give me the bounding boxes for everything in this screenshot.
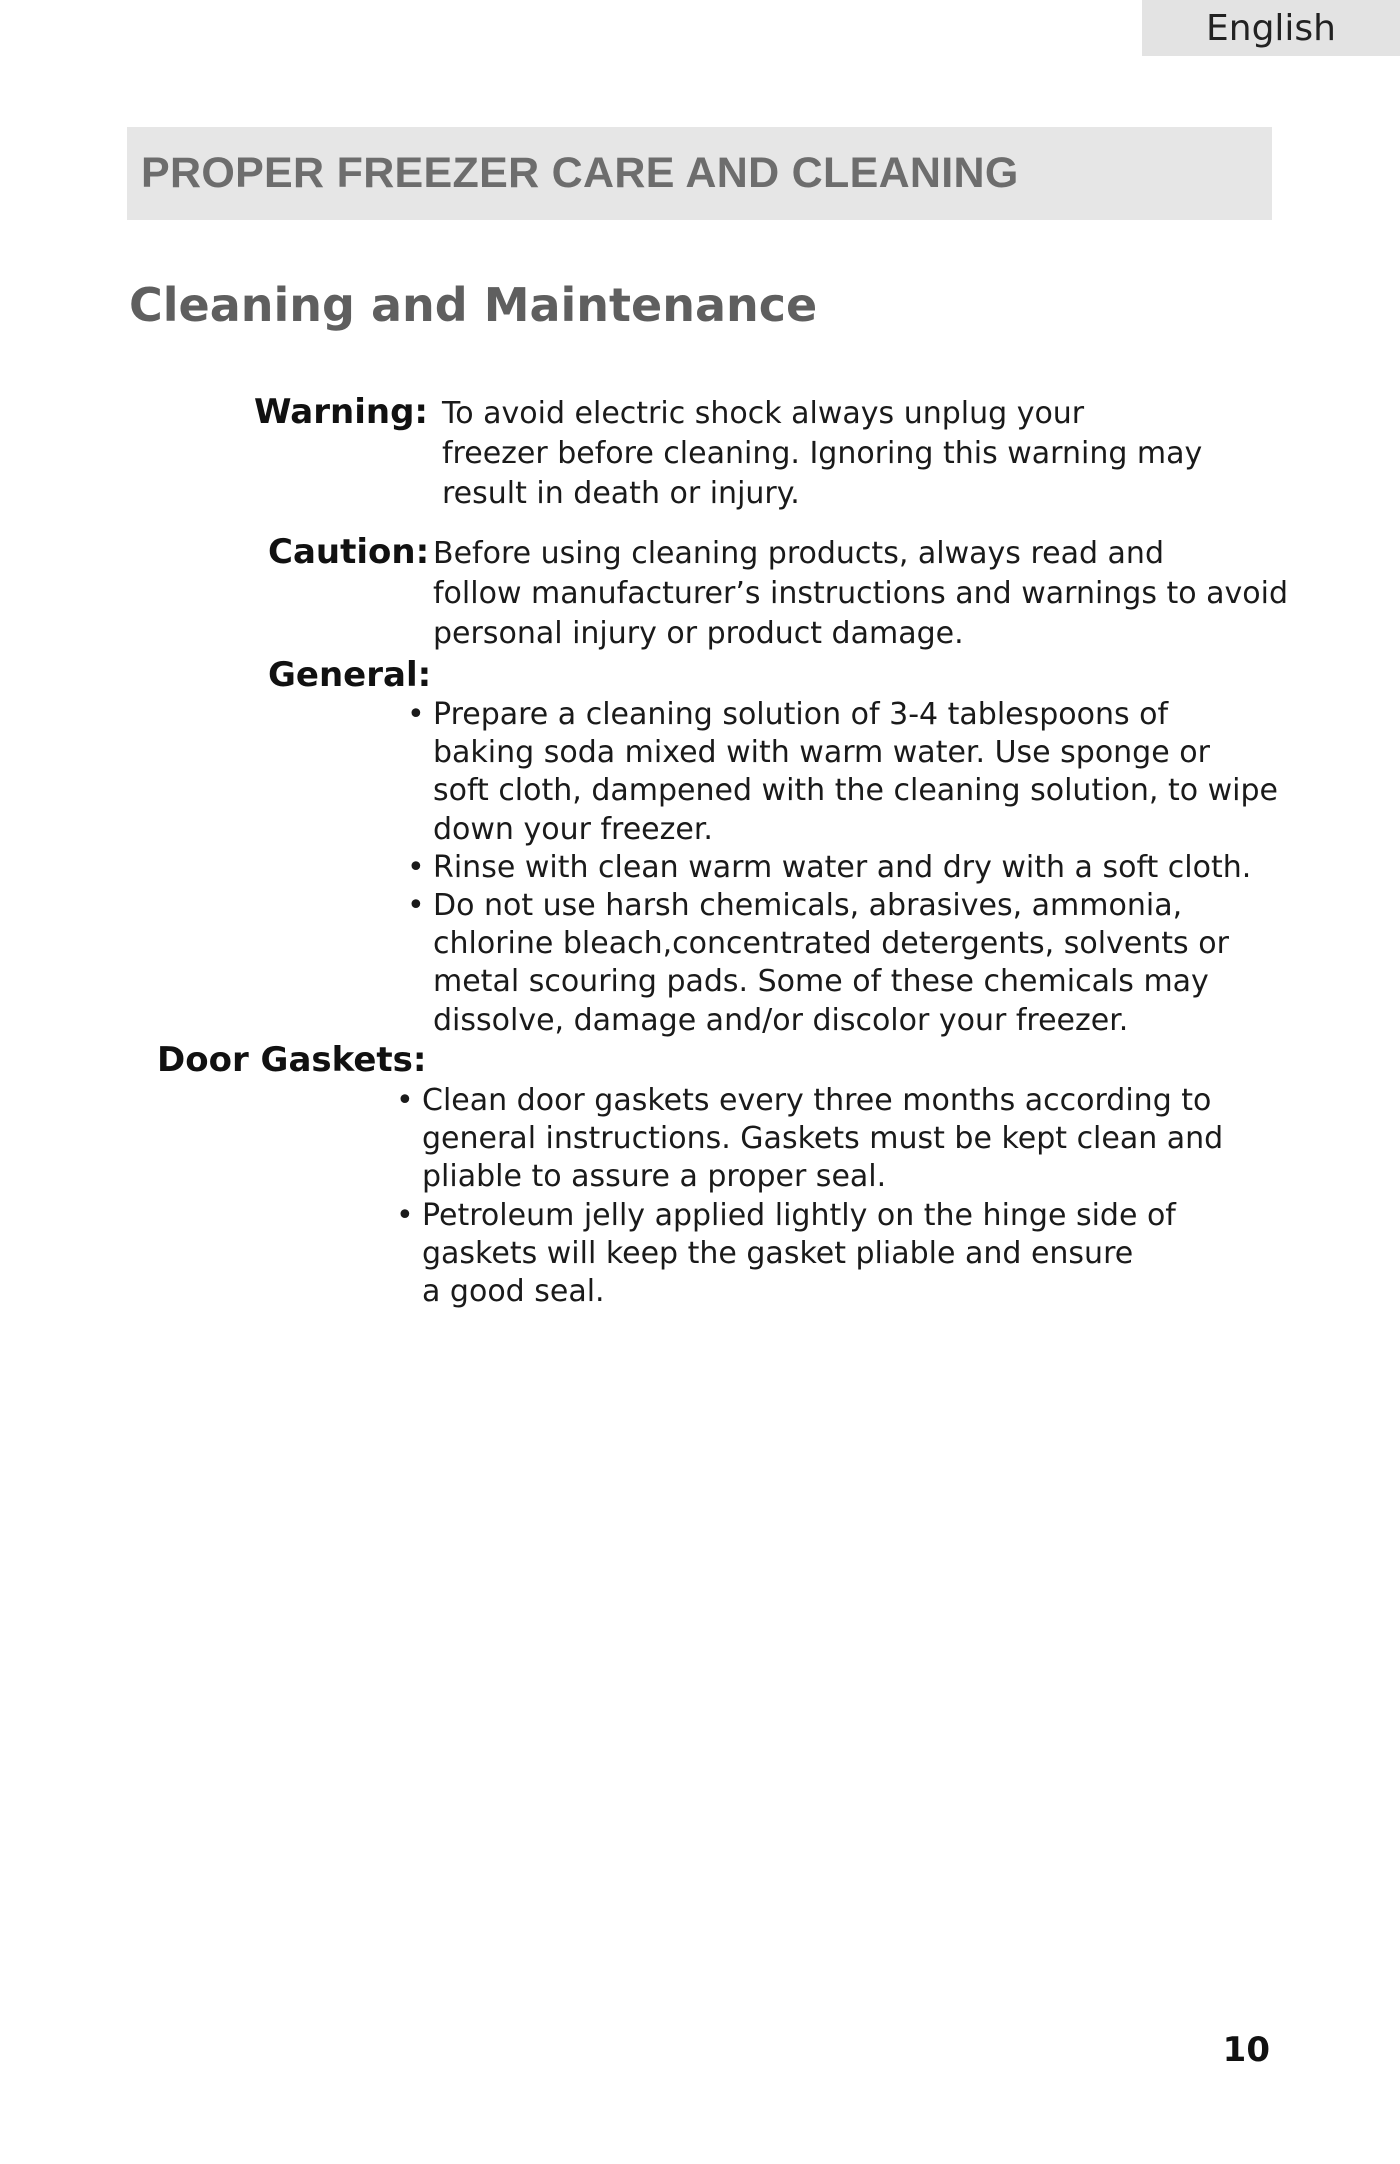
list-item-line: chlorine bleach,concentrated detergents, solvents or bbox=[433, 926, 1229, 962]
list-item-line: metal scouring pads. Some of these chemicals may bbox=[433, 964, 1209, 1000]
language-tab: English bbox=[1142, 0, 1400, 56]
list-item bbox=[407, 887, 1278, 1040]
caution-line: Before using cleaning products, always read and bbox=[433, 536, 1164, 571]
list-item-line: Rinse with clean warm water and dry with a soft cloth. bbox=[433, 849, 1252, 885]
list-item-line: Petroleum jelly applied lightly on the hinge side of bbox=[422, 1197, 1176, 1233]
list-item bbox=[407, 849, 1278, 887]
list-item-line: down your freezer. bbox=[433, 811, 713, 847]
list-item-line: a good seal. bbox=[422, 1274, 605, 1310]
section-header-bar bbox=[127, 127, 1272, 220]
bullet-icon: • bbox=[396, 1083, 414, 1118]
list-item-line: Do not use harsh chemicals, abrasives, ammonia, bbox=[433, 888, 1183, 924]
caution-line: personal injury or product damage. bbox=[433, 616, 964, 651]
general-label: General: bbox=[268, 655, 432, 695]
bullet-icon: • bbox=[407, 888, 425, 924]
list-item-line: gaskets will keep the gasket pliable and ensure bbox=[422, 1235, 1134, 1271]
list-item-line: general instructions. Gaskets must be kept clean and bbox=[422, 1121, 1224, 1157]
list-item-line: Prepare a cleaning solution of 3-4 tablespoons of bbox=[433, 697, 1169, 732]
door-gaskets-list bbox=[396, 1082, 1223, 1311]
list-item-line: pliable to assure a proper seal. bbox=[422, 1159, 887, 1195]
warning-line: To avoid electric shock always unplug your bbox=[442, 396, 1085, 431]
general-list bbox=[407, 696, 1278, 1040]
page-number: 10 bbox=[1222, 2030, 1270, 2070]
list-item-line: soft cloth, dampened with the cleaning solution, to wipe bbox=[433, 773, 1279, 809]
caution-line: follow manufacturer’s instructions and warnings to avoid bbox=[433, 576, 1289, 611]
bullet-icon: • bbox=[407, 697, 425, 732]
list-item bbox=[396, 1082, 1223, 1197]
list-item bbox=[407, 696, 1278, 849]
warning-text bbox=[442, 394, 1202, 514]
section-header: PROPER FREEZER CARE AND CLEANING bbox=[141, 149, 1019, 197]
list-item-line: baking soda mixed with warm water. Use sponge or bbox=[433, 735, 1210, 771]
warning-line: result in death or injury. bbox=[442, 476, 800, 511]
warning-label: Warning: bbox=[254, 392, 429, 432]
warning-line: freezer before cleaning. Ignoring this warning may bbox=[442, 436, 1203, 471]
list-item-line: Clean door gaskets every three months according to bbox=[422, 1083, 1212, 1118]
bullet-icon: • bbox=[396, 1197, 414, 1233]
caution-label: Caution: bbox=[268, 532, 430, 572]
caution-text bbox=[433, 534, 1288, 654]
door-gaskets-label: Door Gaskets: bbox=[157, 1040, 427, 1080]
list-item-line: dissolve, damage and/or discolor your freezer. bbox=[433, 1002, 1129, 1038]
subsection-title: Cleaning and Maintenance bbox=[129, 278, 818, 332]
list-item bbox=[396, 1197, 1223, 1312]
bullet-icon: • bbox=[407, 849, 425, 885]
